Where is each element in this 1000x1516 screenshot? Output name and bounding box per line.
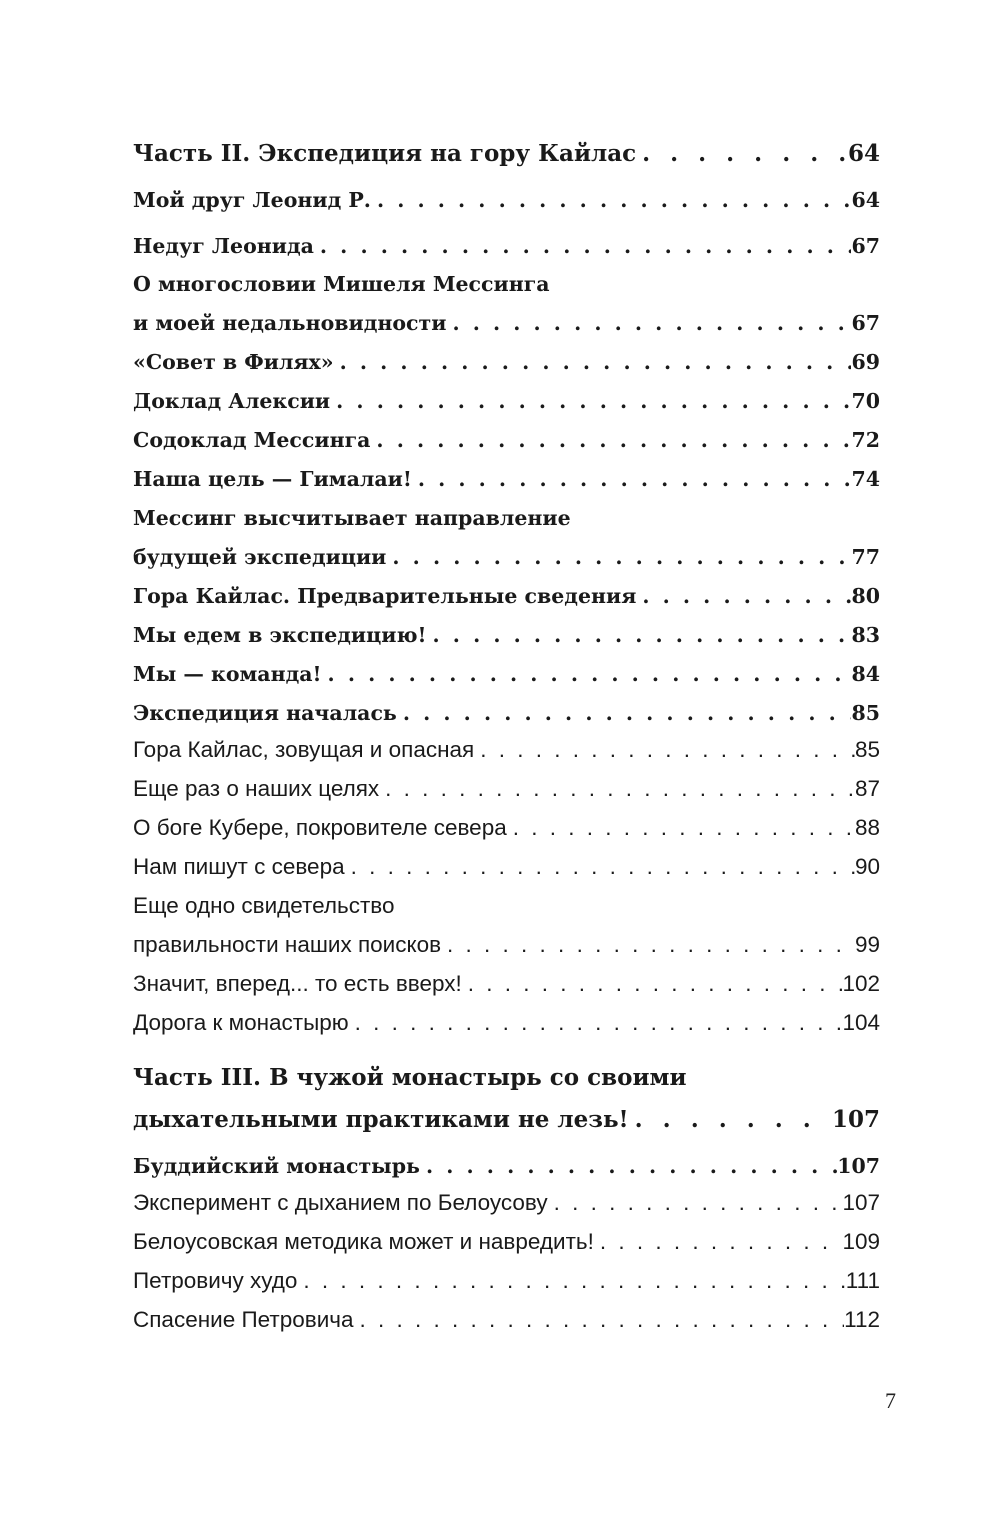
toc-leader-dots bbox=[349, 1010, 843, 1036]
toc-page-number: 64 bbox=[851, 188, 880, 212]
toc-page-number: 90 bbox=[854, 854, 880, 879]
toc-entry[interactable] bbox=[133, 545, 880, 569]
toc-entry[interactable] bbox=[133, 311, 880, 335]
toc-entry-title: Буддийский монастырь bbox=[133, 1154, 420, 1178]
toc-subentry[interactable] bbox=[133, 1190, 880, 1216]
toc-page-number: 107 bbox=[831, 1106, 880, 1133]
toc-leader-dots bbox=[397, 701, 852, 725]
toc-subentry[interactable] bbox=[133, 737, 880, 763]
toc-page-number: 99 bbox=[854, 932, 880, 957]
toc-subentry[interactable] bbox=[133, 1229, 880, 1255]
toc-subentry[interactable] bbox=[133, 1268, 880, 1294]
toc-subentry[interactable] bbox=[133, 854, 880, 880]
toc-page-number: 77 bbox=[851, 545, 880, 569]
toc-entry-title-line1: О многословии Мишеля Мессинга bbox=[133, 272, 550, 296]
toc-part-3[interactable] bbox=[133, 1106, 880, 1133]
toc-subentry-title-line1: Еще одно свидетельство bbox=[133, 893, 395, 918]
toc-leader-dots bbox=[297, 1268, 845, 1294]
toc-entry[interactable] bbox=[133, 188, 880, 212]
toc-entry-title: Содоклад Мессинга bbox=[133, 428, 371, 452]
toc-page-number: 88 bbox=[854, 815, 880, 840]
toc-leader-dots bbox=[629, 1106, 832, 1133]
toc-leader-dots bbox=[446, 311, 851, 335]
toc-entry-title-line1: Мессинг высчитывает направление bbox=[133, 506, 571, 530]
toc-entry[interactable] bbox=[133, 701, 880, 725]
toc-entry-title-line2: будущей экспедиции bbox=[133, 545, 387, 569]
toc-leader-dots bbox=[322, 662, 852, 686]
toc-leader-dots bbox=[314, 234, 852, 258]
toc-entry-title: «Совет в Филях» bbox=[133, 350, 334, 374]
page-number: 7 bbox=[885, 1388, 896, 1413]
toc-entry-title: Мы едем в экспедицию! bbox=[133, 623, 427, 647]
toc-page-number: 72 bbox=[851, 428, 880, 452]
toc-leader-dots bbox=[427, 623, 852, 647]
toc-entry-title-line2: и моей недальновидности bbox=[133, 311, 447, 335]
toc-leader-dots bbox=[420, 1154, 837, 1178]
toc-page-number: 112 bbox=[844, 1307, 880, 1332]
toc-leader-dots bbox=[462, 971, 843, 997]
toc-page-number: 74 bbox=[851, 467, 880, 491]
toc-subentry[interactable] bbox=[133, 815, 880, 841]
toc-subentry-title: Гора Кайлас, зовущая и опасная bbox=[133, 737, 475, 762]
toc-entry[interactable] bbox=[133, 389, 880, 413]
toc-page-number: 107 bbox=[837, 1154, 880, 1178]
toc-leader-dots bbox=[345, 854, 855, 880]
toc-page-number: 67 bbox=[851, 311, 880, 335]
toc-leader-dots bbox=[636, 584, 851, 608]
toc-entry-title: Мой друг Леонид Р. bbox=[133, 188, 371, 212]
toc-page-number: 87 bbox=[854, 776, 880, 801]
toc-leader-dots bbox=[636, 140, 848, 167]
toc-entry[interactable] bbox=[133, 234, 880, 258]
toc-page-number: 109 bbox=[842, 1229, 880, 1254]
toc-part-title: Часть II. Экспедиция на гору Кайлас bbox=[133, 140, 637, 167]
toc-subentry-title: О боге Кубере, покровителе севера bbox=[133, 815, 507, 840]
toc-entry-title: Гора Кайлас. Предварительные сведения bbox=[133, 584, 637, 608]
toc-subentry-title: Эксперимент с дыханием по Белоусову bbox=[133, 1190, 548, 1215]
toc-leader-dots bbox=[371, 188, 852, 212]
toc-entry[interactable] bbox=[133, 584, 880, 608]
toc-leader-dots bbox=[330, 389, 851, 413]
toc-subentry[interactable] bbox=[133, 1307, 880, 1333]
toc-entry[interactable] bbox=[133, 1154, 880, 1178]
toc-page-number: 64 bbox=[847, 140, 880, 167]
toc-entry-title: Недуг Леонида bbox=[133, 234, 314, 258]
toc-leader-dots bbox=[370, 428, 851, 452]
toc-subentry[interactable] bbox=[133, 932, 880, 958]
toc-entry[interactable] bbox=[133, 467, 880, 491]
toc-subentry-title: Еще раз о наших целях bbox=[133, 776, 380, 801]
toc-entry[interactable] bbox=[133, 350, 880, 374]
toc-subentry-title: Белоусовская методика может и навредить! bbox=[133, 1229, 594, 1254]
toc-leader-dots bbox=[594, 1229, 843, 1255]
toc-entry-title: Доклад Алексии bbox=[133, 389, 331, 413]
toc-page-number: 80 bbox=[851, 584, 880, 608]
toc-page-number: 102 bbox=[842, 971, 880, 996]
toc-leader-dots bbox=[441, 932, 855, 958]
toc-part-2[interactable] bbox=[133, 140, 880, 167]
toc-entry-title: Мы — команда! bbox=[133, 662, 322, 686]
toc-subentry-title-line2: правильности наших поисков bbox=[133, 932, 442, 957]
toc-page-number: 107 bbox=[842, 1190, 880, 1215]
toc-subentry-title: Значит, вперед... то есть вверх! bbox=[133, 971, 462, 996]
toc-subentry-title: Петровичу худо bbox=[133, 1268, 298, 1293]
toc-entry[interactable] bbox=[133, 623, 880, 647]
toc-leader-dots bbox=[412, 467, 852, 491]
toc-subentry[interactable] bbox=[133, 971, 880, 997]
toc-leader-dots bbox=[354, 1307, 845, 1333]
toc-page-number: 70 bbox=[851, 389, 880, 413]
toc-part-title-line2: дыхательными практиками не лезь! bbox=[133, 1106, 629, 1133]
toc-subentry-title: Дорога к монастырю bbox=[133, 1010, 349, 1035]
toc-entry-title: Наша цель — Гималаи! bbox=[133, 467, 412, 491]
toc-leader-dots bbox=[548, 1190, 843, 1216]
toc-part-title-line1: Часть III. В чужой монастырь со своими bbox=[133, 1064, 687, 1091]
toc-page-number: 69 bbox=[851, 350, 880, 374]
toc-entry-title: Экспедиция началась bbox=[133, 701, 397, 725]
toc-page-number: 111 bbox=[845, 1268, 880, 1293]
toc-entry[interactable] bbox=[133, 428, 880, 452]
toc-leader-dots bbox=[334, 350, 852, 374]
toc-page-number: 85 bbox=[851, 701, 880, 725]
toc-page-number: 85 bbox=[854, 737, 880, 762]
toc-page-number: 67 bbox=[851, 234, 880, 258]
toc-leader-dots bbox=[507, 815, 855, 841]
toc-leader-dots bbox=[386, 545, 851, 569]
toc-leader-dots bbox=[474, 737, 855, 763]
toc-subentry[interactable] bbox=[133, 776, 880, 802]
toc-subentry-title: Спасение Петровича bbox=[133, 1307, 354, 1332]
toc-page-number: 84 bbox=[851, 662, 880, 686]
toc-subentry-title: Нам пишут с севера bbox=[133, 854, 345, 879]
toc-subentry[interactable] bbox=[133, 1010, 880, 1036]
toc-page-number: 83 bbox=[851, 623, 880, 647]
toc-page-number: 104 bbox=[842, 1010, 880, 1035]
toc-leader-dots bbox=[379, 776, 855, 802]
toc-entry[interactable] bbox=[133, 662, 880, 686]
